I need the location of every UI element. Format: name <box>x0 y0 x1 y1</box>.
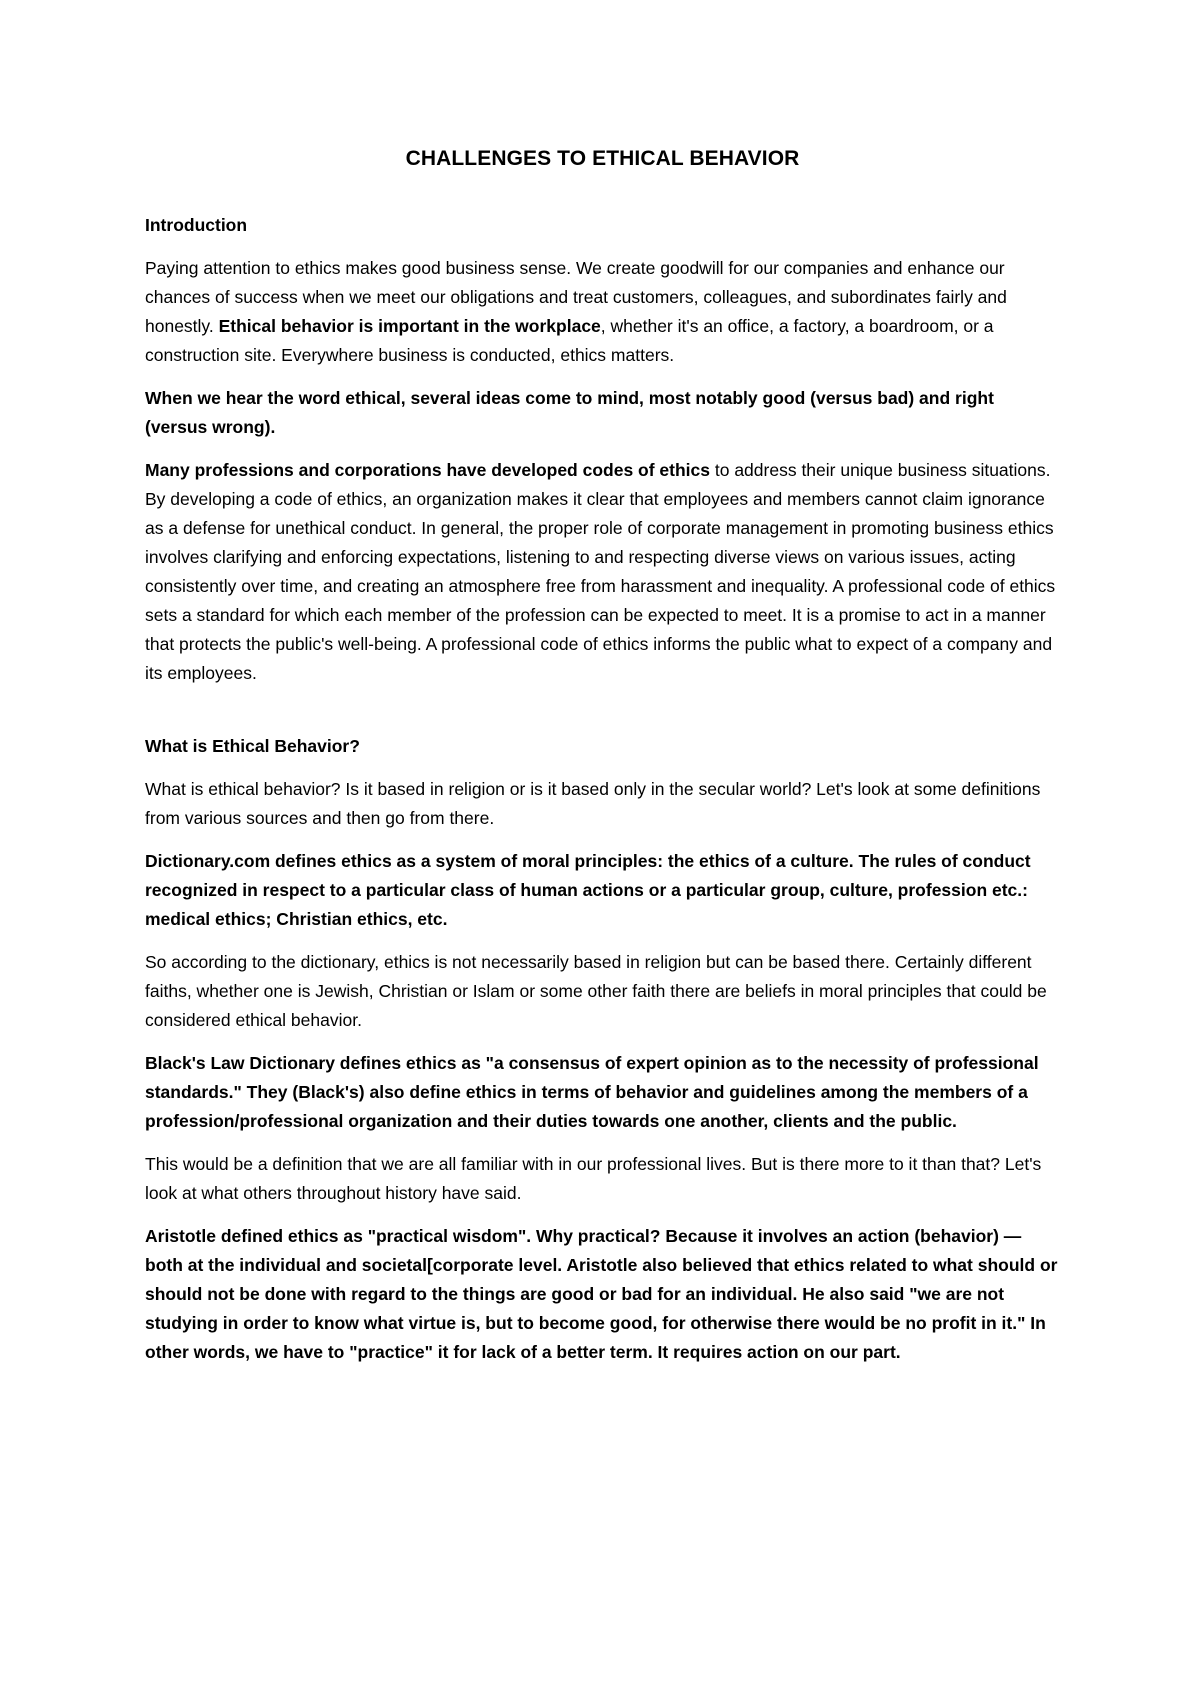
section-spacer <box>145 702 1060 732</box>
paragraph-religion: So according to the dictionary, ethics is not necessarily based in religion but can be based there. Certainly different faiths, whether one is Jewish, Christian or Islam or some other faith there are beliefs in moral principles that could be considered ethical behavior. <box>145 952 1047 1030</box>
paragraph-intro-bold: Ethical behavior is important in the workplace <box>218 316 601 336</box>
paragraph-intro-text-a: Paying attention to ethics makes good business sense. We create goodwill for our companies and enhance our chances of success when we meet our obligations and treat customers, colleagues, and subordinates fairly and honestly. <box>145 258 1007 336</box>
document-title: CHALLENGES TO ETHICAL BEHAVIOR <box>405 147 800 170</box>
paragraph-ethical-word-bold: When we hear the word ethical, several ideas come to mind, most notably good (versus bad) and right (versus wrong). <box>145 388 994 437</box>
paragraph-dictionary <box>145 847 1060 934</box>
paragraph-blacks-law-bold: Black's Law Dictionary defines ethics as "a consensus of expert opinion as to the necessity of professional standards." They (Black's) also define ethics in terms of behavior and guidelines among the members of a profession/professional organization and their duties towards one another, clients and the public. <box>145 1053 1039 1131</box>
paragraph-intro-text-c: , whether it's an office, a factory, a boardroom, or a construction site. Everywhere business is conducted, ethics matters. <box>145 316 994 365</box>
paragraph-codes-bold: Many professions and corporations have developed codes of ethics <box>145 460 710 480</box>
paragraph-dictionary-bold: Dictionary.com defines ethics as a system of moral principles: the ethics of a culture. The rules of conduct recognized in respect to a particular class of human actions or a particular group, culture, profession etc.: medical ethics; Christian ethics, etc. <box>145 851 1031 929</box>
paragraph-ethical-word <box>145 384 1060 442</box>
section-heading-introduction: Introduction <box>145 215 248 235</box>
paragraph-aristotle <box>145 1222 1060 1367</box>
paragraph-professional-lives: This would be a definition that we are all familiar with in our professional lives. But is there more to it than that? Let's look at what others throughout history have said. <box>145 1154 1042 1203</box>
paragraph-codes-of-ethics <box>145 456 1060 688</box>
paragraph-codes-text: to address their unique business situations. By developing a code of ethics, an organization makes it clear that employees and members cannot claim ignorance as a defense for unethical conduct. In general, the proper role of corporate management in promoting business ethics involves clarifying and enforcing expectations, listening to and respecting diverse views on various issues, acting consistently over time, and creating an atmosphere free from harassment and inequality. A professional code of ethics sets a standard for which each member of the profession can be expected to meet. It is a promise to act in a manner that protects the public's well-being. A professional code of ethics informs the public what to expect of a company and its employees. <box>145 460 1056 683</box>
paragraph-aristotle-bold: Aristotle defined ethics as "practical wisdom". Why practical? Because it involves an action (behavior) — both at the individual and societal[corporate level. Aristotle also believed that ethics related to what should or should not be done with regard to the things are good or bad for an individual. He also said "we are not studying in order to know what virtue is, but to become good, for otherwise there would be no profit in it." In other words, we have to "practice" it for lack of a better term. It requires action on our part. <box>145 1226 1058 1362</box>
paragraph-blacks-law <box>145 1049 1060 1136</box>
section-heading-what-is: What is Ethical Behavior? <box>145 736 360 756</box>
paragraph-what-is: What is ethical behavior? Is it based in religion or is it based only in the secular world? Let's look at some definitions from various sources and then go from there. <box>145 779 1041 828</box>
paragraph-intro <box>145 254 1060 370</box>
